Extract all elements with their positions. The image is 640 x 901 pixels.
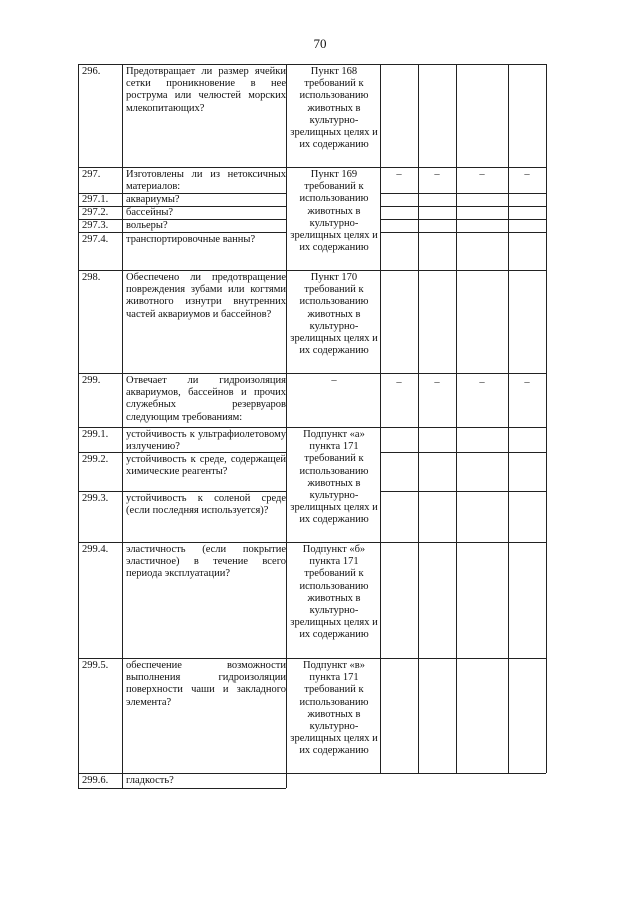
row-reference: Пункт 169 требований к использованию животных в культурно-зрелищных целях и их содержанию <box>290 169 378 254</box>
row-number: 297.4. <box>82 234 109 245</box>
row-reference: – <box>331 375 337 386</box>
row-question: устойчивость к соленой среде (если последняя используется)? <box>126 493 286 517</box>
dash-mark: – <box>396 377 402 388</box>
row-question: Предотвращает ли размер ячейки сетки проникновение в нее рострума или челюстей морских млекопитающих? <box>126 66 286 114</box>
dash-mark: – <box>524 377 530 388</box>
dash-mark: – <box>396 169 402 180</box>
row-number: 299. <box>82 375 101 386</box>
row-number: 299.5. <box>82 660 109 671</box>
dash-mark: – <box>479 169 485 180</box>
row-number: 297.1. <box>82 194 109 205</box>
row-number: 299.2. <box>82 454 109 465</box>
row-question: гладкость? <box>126 775 174 786</box>
row-number: 299.4. <box>82 544 109 555</box>
row-reference: Пункт 170 требований к использованию животных в культурно-зрелищных целях и их содержанию <box>290 272 378 357</box>
row-question: Обеспечено ли предотвращение повреждения зубами или когтями животного изнутри внутренних частей аквариумов и бассейнов? <box>126 272 286 320</box>
row-reference: Подпункт «в» пункта 171 требований к использованию животных в культурно-зрелищных целях и их содержанию <box>290 660 378 757</box>
dash-mark: – <box>479 377 485 388</box>
row-number: 299.1. <box>82 429 109 440</box>
row-number: 299.3. <box>82 493 109 504</box>
row-question: устойчивость к среде, содержащей химические реагенты? <box>126 454 286 478</box>
row-question: эластичность (если покрытие эластичное) в течение всего периода эксплуатации? <box>126 544 286 580</box>
dash-mark: – <box>524 169 530 180</box>
row-number: 299.6. <box>82 775 109 786</box>
row-number: 296. <box>82 66 101 77</box>
row-number: 297.2. <box>82 207 109 218</box>
row-reference: Пункт 168 требований к использованию животных в культурно-зрелищных целях и их содержанию <box>290 66 378 151</box>
row-question: аквариумы? <box>126 194 180 205</box>
row-reference: Подпункт «б» пункта 171 требований к использованию животных в культурно-зрелищных целях и их содержанию <box>290 544 378 641</box>
row-question: вольеры? <box>126 220 168 231</box>
dash-mark: – <box>434 377 440 388</box>
row-reference: Подпункт «а» пункта 171 требований к использованию животных в культурно-зрелищных целях и их содержанию <box>290 429 378 526</box>
row-question: устойчивость к ультрафиолетовому излучению? <box>126 429 286 453</box>
row-number: 297.3. <box>82 220 109 231</box>
row-question: транспортировочные ванны? <box>126 234 256 245</box>
row-question: обеспечение возможности выполнения гидроизоляции поверхности чаши и закладного элемента? <box>126 660 286 708</box>
row-question: Изготовлены ли из нетоксичных материалов: <box>126 169 286 193</box>
page-number: 70 <box>313 36 327 51</box>
row-question: бассейны? <box>126 207 174 218</box>
row-number: 298. <box>82 272 101 283</box>
dash-mark: – <box>434 169 440 180</box>
row-question: Отвечает ли гидроизоляция аквариумов, бассейнов и прочих служебных резервуаров следующим требованиям: <box>126 375 286 423</box>
row-number: 297. <box>82 169 101 180</box>
